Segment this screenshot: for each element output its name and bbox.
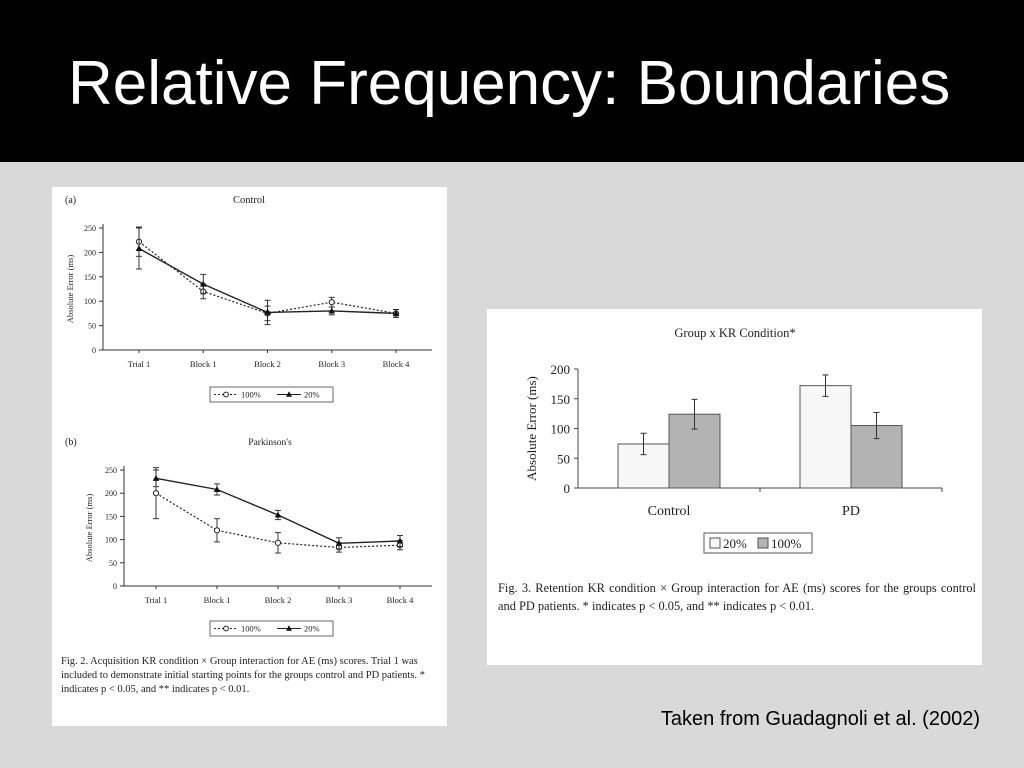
slide-title: Relative Frequency: Boundaries	[68, 49, 951, 118]
x-tick-label: Block 2	[264, 595, 292, 605]
x-tick-label: Block 1	[189, 359, 217, 369]
y-tick-label: 200	[550, 362, 570, 377]
legend-swatch	[758, 538, 768, 548]
y-tick-label: 50	[109, 558, 117, 568]
x-tick-label: Block 4	[382, 359, 410, 369]
y-tick-label: 0	[113, 582, 117, 591]
figure-3-panel	[487, 309, 982, 665]
y-tick-label: 100	[84, 297, 96, 307]
data-point	[275, 540, 280, 545]
x-tick-label: Block 3	[318, 359, 346, 369]
x-tick-label: Block 2	[254, 359, 281, 369]
source-citation: Taken from Guadagnoli et al. (2002)	[660, 708, 980, 730]
legend-label: 100%	[771, 536, 802, 551]
title-bar	[0, 0, 1024, 162]
data-point	[153, 491, 158, 496]
legend-label: 20%	[723, 536, 747, 551]
figure-2-charts	[52, 187, 447, 652]
data-point	[136, 245, 143, 251]
figure-2-panel	[52, 187, 447, 726]
x-tick-label: PD	[842, 504, 860, 519]
y-axis-label: Absolute Error (ms)	[524, 376, 539, 481]
y-tick-label: 100	[550, 421, 570, 437]
y-tick-label: 50	[557, 451, 570, 467]
figure-2-caption: Fig. 2. Acquisition KR condition × Group interaction for AE (ms) scores. Trial 1 was included to demonstrate initial starting points for the groups control and PD patients. * indicates p < 0.05, and ** indicates p < 0.01.	[61, 656, 425, 695]
x-tick-label: Block 1	[203, 595, 231, 605]
bar	[800, 386, 851, 488]
x-tick-label: Trial 1	[144, 595, 168, 605]
data-point	[214, 528, 219, 533]
panel-label: (a)	[65, 195, 77, 206]
chart-title: Parkinson's	[248, 438, 292, 448]
y-tick-label: 250	[105, 466, 117, 475]
chart-title: Control	[232, 195, 266, 206]
legend-marker	[224, 626, 229, 631]
legend-marker	[224, 392, 229, 397]
x-tick-label: Trial 1	[127, 359, 151, 369]
figure-3-chart	[487, 309, 982, 574]
y-tick-label: 150	[550, 391, 570, 407]
y-tick-label: 150	[105, 512, 117, 522]
y-axis-label: Absolute Error (ms)	[65, 254, 75, 324]
y-tick-label: 100	[105, 535, 117, 545]
y-tick-label: 0	[563, 481, 570, 496]
panel-label: (b)	[65, 437, 77, 448]
y-tick-label: 150	[84, 272, 96, 282]
legend-label: 20%	[304, 389, 320, 400]
data-point	[329, 300, 334, 305]
y-axis-label: Absolute Error (ms)	[84, 493, 94, 563]
y-tick-label: 50	[88, 321, 96, 331]
x-tick-label: Control	[647, 504, 691, 519]
y-tick-label: 200	[105, 489, 117, 499]
y-tick-label: 200	[84, 248, 96, 258]
y-tick-label: 250	[84, 224, 96, 233]
legend-label: 100%	[241, 623, 261, 634]
x-tick-label: Block 4	[386, 595, 414, 605]
y-tick-label: 0	[92, 346, 96, 355]
chart-title: Group x KR Condition*	[674, 326, 796, 340]
figure-3-caption: Fig. 3. Retention KR condition × Group interaction for AE (ms) scores for the groups control and PD patients. * indicates p < 0.05, and ** indicates p < 0.01.	[498, 581, 976, 613]
legend-label: 20%	[304, 623, 320, 634]
legend-label: 100%	[241, 389, 261, 400]
x-tick-label: Block 3	[325, 595, 353, 605]
legend-swatch	[710, 538, 720, 548]
data-point	[153, 475, 160, 481]
